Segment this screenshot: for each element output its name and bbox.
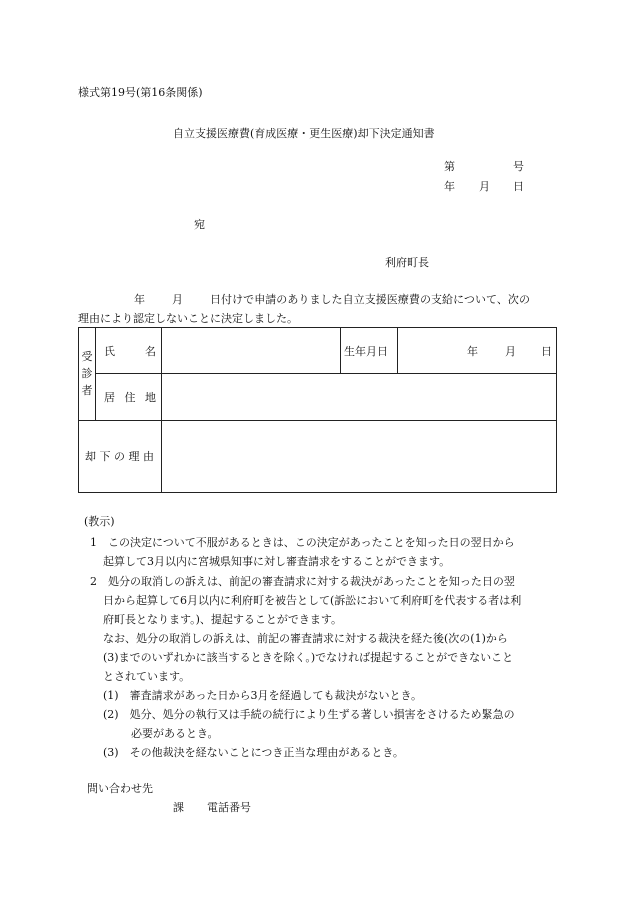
table-border-left [78,327,79,493]
table-line-row2 [78,420,557,421]
contact-phone: 電話番号 [207,801,251,814]
addressee-suffix: 宛 [194,218,205,231]
table-line-name [340,327,341,373]
notice-sub1: (1) 審査請求があった日から3月を経過しても裁決がないとき。 [103,689,423,702]
doc-number-suffix: 号 [513,160,524,173]
table-line-row1 [95,373,557,374]
address-label: 居 住 地 [104,391,156,404]
intro-line2: 理由により認定しないことに決定しました。 [78,312,298,325]
notice-note-line1: なお、処分の取消しの訴えは、前記の審査請求に対する裁決を経た後(次の(1)から [103,632,508,645]
table-line-label [161,327,162,493]
date-day: 日 [513,180,524,193]
notice-sub2-line2: 必要があるとき。 [131,727,219,740]
notice-item1-line2: 起算して3月以内に宮城県知事に対し審査請求をすることができます。 [103,555,451,568]
notice-item2-line2: 日から起算して6月以内に利府町を被告として(訴訟において利府町を代表する者は利 [103,594,522,607]
birthdate-month: 月 [505,345,516,358]
contact-heading: 問い合わせ先 [87,782,153,795]
details-table [78,327,557,493]
notice-note-line2: (3)までのいずれかに該当するときを除く。)でなければ提起することができないこと [103,651,514,664]
notice-sub2-line1: (2) 処分、処分の執行又は手続の続行により生ずる著しい損害をさけるため緊急の [103,708,515,721]
name-label: 氏 名 [104,345,156,358]
notice-item2-line1: 2 処分の取消しの訴えは、前記の審査請求に対する裁決があったことを知った日の翌 [90,575,515,588]
birthdate-day: 日 [541,345,552,358]
date-year: 年 [444,180,455,193]
table-line-birth [397,327,398,373]
intro-month: 月 [172,293,183,306]
intro-year: 年 [134,293,145,306]
contact-dept: 課 [173,801,184,814]
table-border-top [78,327,557,328]
form-number: 様式第19号(第16条関係) [78,86,203,99]
intro-line1: 日付けで申請のありました自立支援医療費の支給について、次の [210,293,531,306]
birthdate-label: 生年月日 [344,345,388,358]
notice-item2-line3: 府町長となります。)、提起することができます。 [103,613,343,626]
recipient-label: 受 診 者 [81,350,93,398]
sender: 利府町長 [385,256,429,269]
notice-note-line3: とされています。 [103,670,191,683]
notice-heading: (教示) [84,515,115,528]
doc-number-prefix: 第 [444,160,455,173]
notice-item1-line1: 1 この決定について不服があるときは、この決定があったことを知った日の翌日から [90,536,515,549]
date-month: 月 [479,180,490,193]
table-border-right [556,327,557,493]
notice-sub3: (3) その他裁決を経ないことにつき正当な理由があるとき。 [103,746,404,759]
document-title: 自立支援医療費(育成医療・更生医療)却下決定通知書 [173,127,435,140]
birthdate-year: 年 [467,345,478,358]
reason-label: 却 下 の 理 由 [85,450,154,463]
table-border-bottom [78,492,557,493]
